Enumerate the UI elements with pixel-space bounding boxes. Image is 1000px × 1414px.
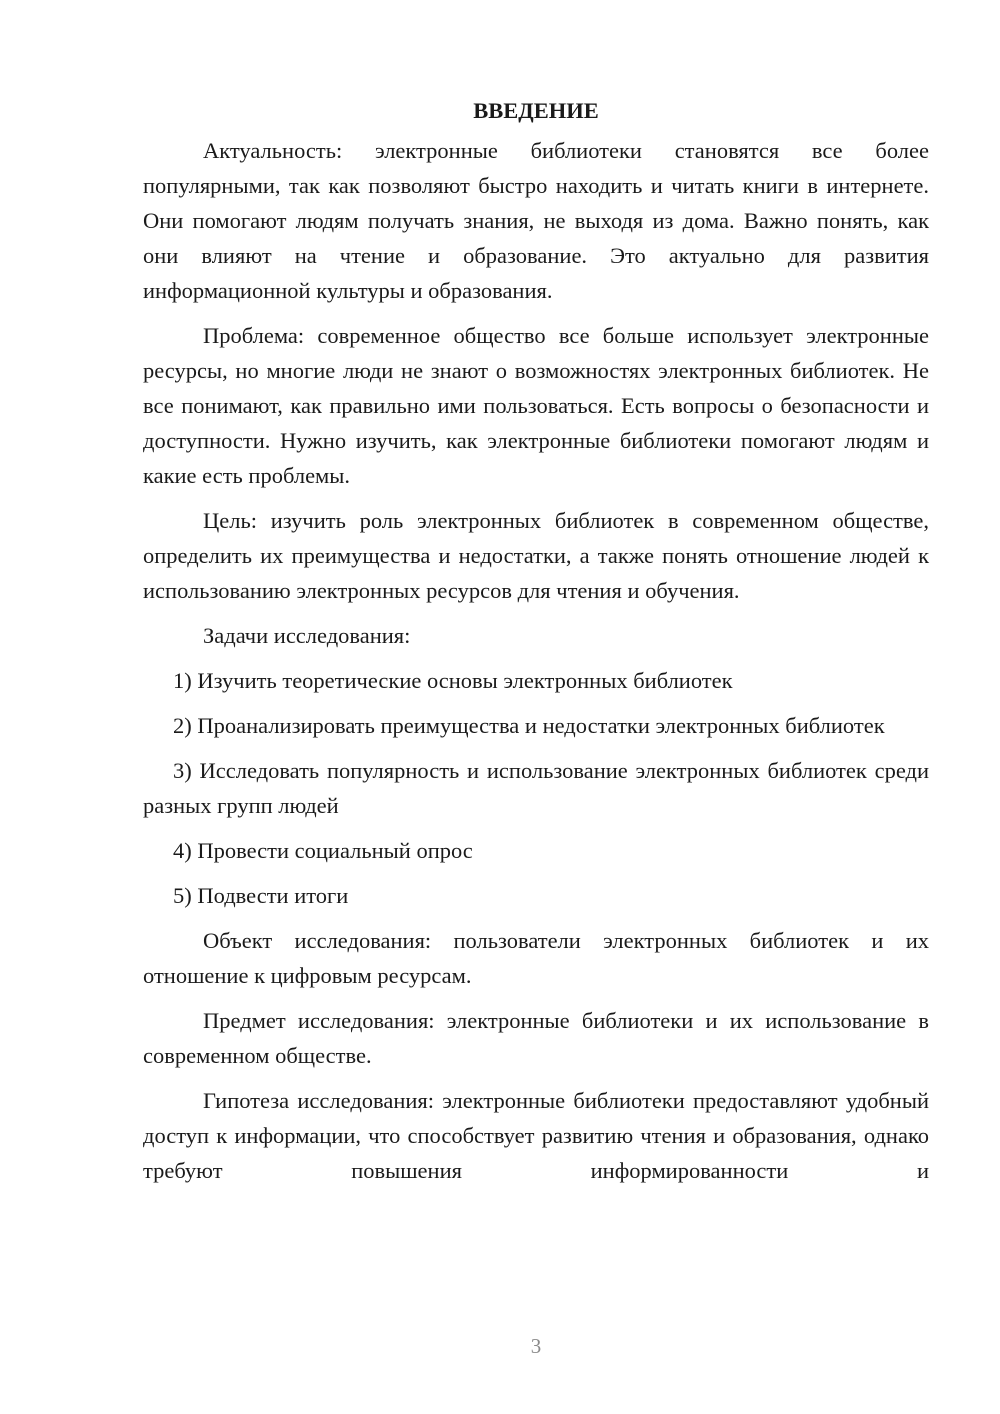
problem-paragraph: Проблема: современное общество все больше использует электронные ресурсы, но многие люди не знают о возможностях электронных библиотек. Не все понимают, как правильно ими пользоваться. Есть вопросы о безопасности и доступности. Нужно изучить, как электронные библиотеки помогают людям и какие есть проблемы. <box>143 323 929 488</box>
task-item-1: 1) Изучить теоретические основы электронных библиотек <box>173 668 733 693</box>
goal-paragraph: Цель: изучить роль электронных библиотек в современном обществе, определить их преимущества и недостатки, а также понять отношение людей к использованию электронных ресурсов для чтения и обучения. <box>143 508 929 603</box>
page-title: ВВЕДЕНИЕ <box>473 98 599 123</box>
task-item-3: 3) Исследовать популярность и использование электронных библиотек среди разных групп людей <box>143 758 929 818</box>
document-page <box>143 93 929 1198</box>
task-item-4: 4) Провести социальный опрос <box>173 838 473 863</box>
relevance-paragraph: Актуальность: электронные библиотеки становятся все более популярными, так как позволяют быстро находить и читать книги в интернете. Они помогают людям получать знания, не выходя из дома. Важно понять, как они влияют на чтение и образование. Это актуально для развития информационной культуры и образования. <box>143 138 929 303</box>
task-item-5: 5) Подвести итоги <box>173 883 349 908</box>
subject-paragraph: Предмет исследования: электронные библиотеки и их использование в современном обществе. <box>143 1008 929 1068</box>
task-item-2: 2) Проанализировать преимущества и недостатки электронных библиотек <box>173 713 885 738</box>
hypothesis-paragraph: Гипотеза исследования: электронные библиотеки предоставляют удобный доступ к информации, что способствует развитию чтения и образования, однако требуют повышения информированности и <box>143 1088 929 1183</box>
page-number: 3 <box>530 1334 542 1358</box>
object-paragraph: Объект исследования: пользователи электронных библиотек и их отношение к цифровым ресурсам. <box>143 928 929 988</box>
tasks-heading: Задачи исследования: <box>203 623 411 648</box>
